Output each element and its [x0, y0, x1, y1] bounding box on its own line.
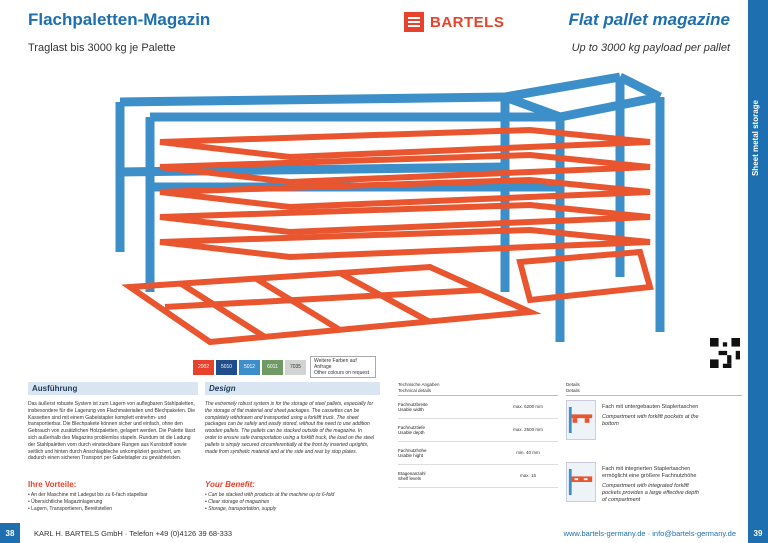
section-heading-ausfuehrung: Ausführung	[28, 382, 198, 395]
description-de: Das äußerst robuste System ist zum Lagern von auflegbaren Stahlpaletten, insbesondere für die Lagerung von Flachmaterialien und Blechpaketen. Die Kassetten sind mit einem Gabelstapler komplett entnehm- und transportierbar. Die Blechpakete können sicher und einfach, ohne den Gebrauch von zusätzlichen Holzpaletten, gelagert werden. Die Palette lässt sich außerhalb des Magazins problemlos stapeln. Rundum ist die Ladung der Stahlpaletten vorn durch einsteckbare Rungen aus Kunststoff sowie seitlich und hinten durch Anschlagbleche unkompliziert gesichert, um dadurch einen sicheren Transport per Gabelstapler zu gewährleisten.	[28, 401, 196, 462]
table-row: Fachnutzbreite Usable width max. 6200 mm	[398, 396, 558, 419]
side-tab-label: Sheet metal storage	[751, 100, 760, 177]
swatch-5010: 5010	[216, 360, 237, 375]
details-header: Details Details	[566, 382, 742, 396]
brand-logo	[404, 12, 504, 32]
side-tab	[748, 0, 768, 543]
page-number-left: 38	[0, 523, 20, 543]
color-swatches	[193, 356, 376, 378]
swatch-6011: 6011	[262, 360, 283, 375]
page-number-right: 39	[748, 523, 768, 543]
benefits-list-de	[28, 492, 148, 513]
list-item: • Lagern, Transportieren, Bereitstellen	[28, 506, 113, 512]
table-row: Etagenanzahl Shelf levels max. 15	[398, 465, 558, 488]
spec-table-header: Technische Angaben Technical details	[398, 382, 558, 396]
spec-table	[398, 382, 558, 488]
subtitle-en: Up to 3000 kg payload per pallet	[571, 42, 730, 54]
list-item: • Storage, transportation, supply	[205, 506, 277, 512]
color-note: Weitere Farben auf Anfrage Other colours on request	[310, 356, 376, 378]
list-item: • Can be stacked with products at the machine up to 6-fold	[205, 492, 335, 498]
floor-pallet	[130, 267, 530, 342]
description-en: The extremely robust system is for the storage of steel pallets, especially for the storage of flat material and sheet packages. The cassettes can be completely withdrawn and transported using a forklift truck. The sheet packages can be safely and easily stored, without the need to use addition wooden pallets. The pallets can be stacked outside of the magazine. In order to ensure safe transportation using a forklift truck, the load on the steel pallets is simply secured circumferentially at the front by inserted uprights, made from synthetic material and at the side and rear by stop plates.	[205, 401, 374, 455]
benefits-list-en	[205, 492, 334, 513]
qr-code	[710, 338, 740, 368]
detail-text-1: Fach mit untergebauten Staplertaschen Compartment with forklift pockets at the bottom	[602, 404, 699, 427]
pallet-shelves	[160, 130, 650, 300]
detail-image-2	[566, 462, 596, 502]
subtitle-de: Traglast bis 3000 kg je Palette	[28, 42, 176, 54]
details-panel	[566, 382, 742, 512]
product-illustration	[0, 62, 748, 352]
swatch-2002: 2002	[193, 360, 214, 375]
detail-text-2: Fach mit integrierten Staplertaschen ermöglicht eine größere Fachnutzhöhe Compartment with integrated forklift pockets provides a large effective depth of compartment	[602, 466, 699, 503]
table-row: Fachnutzhöhe Usable hight min. 40 mm	[398, 442, 558, 465]
list-item: • An der Maschine mit Ladegut bis zu 6-fach stapelbar	[28, 492, 148, 498]
footer-company: KARL H. BARTELS GmbH · Telefon +49 (0)4126 39 68-333	[34, 528, 233, 538]
footer-web[interactable]: www.bartels-germany.de · info@bartels-germany.de	[563, 528, 736, 538]
footer-right	[564, 523, 768, 543]
swatch-5012: 5012	[239, 360, 260, 375]
list-item: • Clear storage of magazines	[205, 499, 270, 505]
logo-icon	[404, 12, 424, 32]
brand-name: BARTELS	[430, 13, 505, 31]
table-row: Fachnutztiefe Usable depth max. 2500 mm	[398, 419, 558, 442]
benefits-heading-de: Ihre Vorteile:	[28, 480, 77, 489]
page-title-de: Flachpaletten-Magazin	[28, 10, 211, 29]
list-item: • Übersichtliche Magazinlagerung	[28, 499, 103, 505]
section-heading-design: Design	[205, 382, 380, 395]
page-title-en: Flat pallet magazine	[568, 10, 730, 29]
detail-image-1	[566, 400, 596, 440]
benefits-heading-en: Your Benefit:	[205, 480, 255, 489]
footer-left	[0, 523, 232, 543]
swatch-7035: 7035	[285, 360, 306, 375]
